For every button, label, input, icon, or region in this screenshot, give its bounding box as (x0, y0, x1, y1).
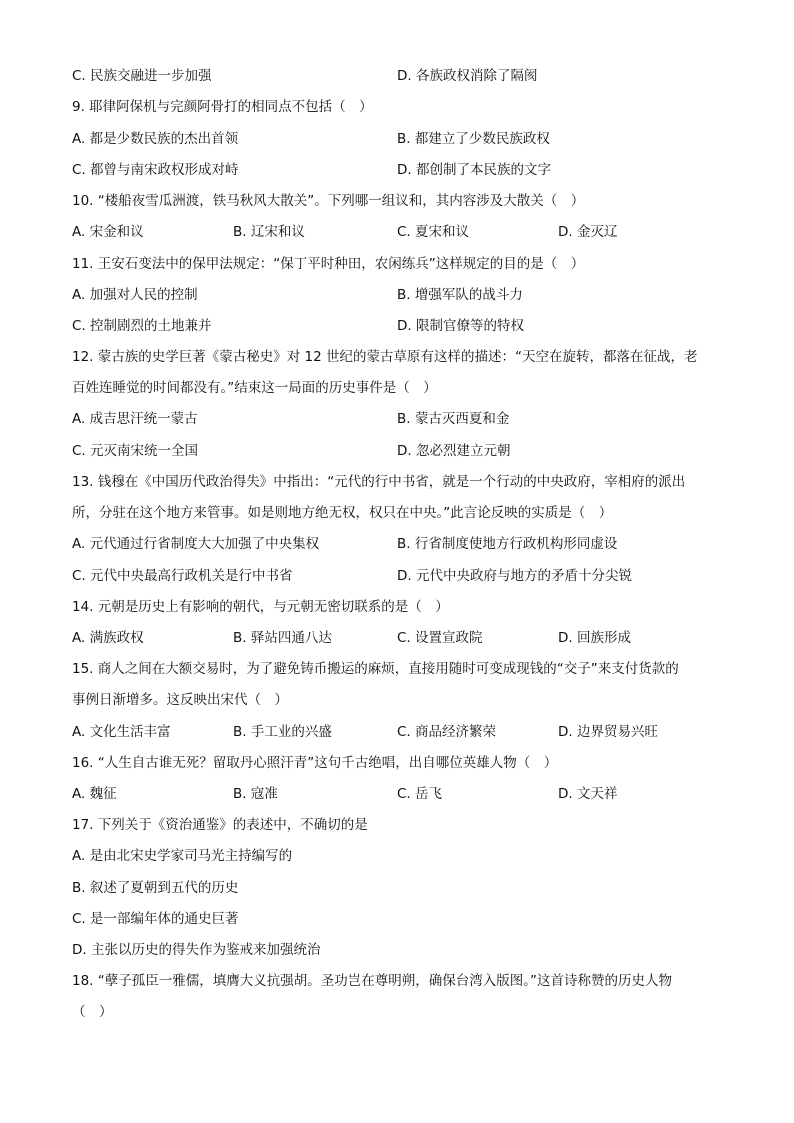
q16-option-d: D. 文天祥 (558, 786, 618, 802)
q14-option-d: D. 回族形成 (558, 630, 631, 646)
q9-stem: 9. 耶律阿保机与完颜阿骨打的相同点不包括（ ） (72, 99, 373, 115)
q12-option-d: D. 忽必烈建立元朝 (397, 443, 511, 459)
q14-stem: 14. 元朝是历史上有影响的朝代，与元朝无密切联系的是（ ） (72, 599, 449, 615)
q14-option-c: C. 设置宣政院 (397, 630, 483, 646)
q17-stem: 17. 下列关于《资治通鉴》的表述中，不确切的是 (72, 817, 368, 833)
q15-stem-line1: 15. 商人之间在大额交易时，为了避免铸币搬运的麻烦，直接用随时可变成现钱的“交子”来支付货款的 (72, 661, 679, 677)
q15-option-a: A. 文化生活丰富 (72, 724, 171, 740)
q11-option-c: C. 控制剧烈的土地兼并 (72, 318, 212, 334)
q13-stem-line2: 所，分驻在这个地方来管事。如是则地方绝无权，权只在中央。”此言论反映的实质是（ ） (72, 505, 613, 521)
q14-option-b: B. 驿站四通八达 (233, 630, 332, 646)
q13-option-c: C. 元代中央最高行政机关是行中书省 (72, 568, 293, 584)
q8-option-d: D. 各族政权消除了隔阂 (397, 68, 538, 84)
q11-option-d: D. 限制官僚等的特权 (397, 318, 524, 334)
q16-stem: 16. “人生自古谁无死？留取丹心照汗青”这句千古绝唱，出自哪位英雄人物（ ） (72, 755, 558, 771)
q12-option-a: A. 成吉思汗统一蒙古 (72, 411, 198, 427)
q18-stem-line2: （ ） (72, 1004, 113, 1020)
q15-option-b: B. 手工业的兴盛 (233, 724, 332, 740)
q15-stem-line2: 事例日渐增多。这反映出宋代（ ） (72, 692, 288, 708)
q17-option-d: D. 主张以历史的得失作为鉴戒来加强统治 (72, 942, 321, 958)
q16-option-c: C. 岳飞 (397, 786, 443, 802)
q17-option-c: C. 是一部编年体的通史巨著 (72, 911, 239, 927)
q16-option-a: A. 魏征 (72, 786, 117, 802)
q13-option-d: D. 元代中央政府与地方的矛盾十分尖锐 (397, 568, 632, 584)
q9-option-b: B. 都建立了少数民族政权 (397, 131, 550, 147)
q13-stem-line1: 13. 钱穆在《中国历代政治得失》中指出：“元代的行中书省，就是一个行动的中央政府，宰相府的派出 (72, 474, 686, 490)
q10-option-b: B. 辽宋和议 (233, 224, 305, 240)
q12-option-c: C. 元灭南宋统一全国 (72, 443, 199, 459)
q15-option-c: C. 商品经济繁荣 (397, 724, 497, 740)
q13-option-b: B. 行省制度使地方行政机构形同虚设 (397, 536, 618, 552)
q12-stem-line2: 百姓连睡觉的时间都没有。”结束这一局面的历史事件是（ ） (72, 380, 437, 396)
q12-stem-line1: 12. 蒙古族的史学巨著《蒙古秘史》对 12 世纪的蒙古草原有这样的描述：“天空在旋转，都落在征战，老 (72, 349, 698, 365)
q9-option-c: C. 都曾与南宋政权形成对峙 (72, 162, 239, 178)
q9-option-a: A. 都是少数民族的杰出首领 (72, 131, 239, 147)
q17-option-b: B. 叙述了夏朝到五代的历史 (72, 880, 239, 896)
q11-stem: 11. 王安石变法中的保甲法规定：“保丁平时种田，农闲练兵”这样规定的目的是（ ） (72, 256, 585, 272)
q11-option-b: B. 增强军队的战斗力 (397, 287, 523, 303)
q13-option-a: A. 元代通过行省制度大大加强了中央集权 (72, 536, 320, 552)
q10-stem: 10. “楼船夜雪瓜洲渡，铁马秋风大散关”。下列哪一组议和，其内容涉及大散关（ ） (72, 193, 585, 209)
q10-option-a: A. 宋金和议 (72, 224, 144, 240)
q8-option-c: C. 民族交融进一步加强 (72, 68, 212, 84)
q12-option-b: B. 蒙古灭西夏和金 (397, 411, 510, 427)
q9-option-d: D. 都创制了本民族的文字 (397, 162, 551, 178)
q16-option-b: B. 寇准 (233, 786, 278, 802)
q11-option-a: A. 加强对人民的控制 (72, 287, 198, 303)
q14-option-a: A. 满族政权 (72, 630, 144, 646)
q17-option-a: A. 是由北宋史学家司马光主持编写的 (72, 848, 293, 864)
q18-stem-line1: 18. “孽子孤臣一雅儒，填膺大义抗强胡。圣功岂在尊明朔，确保台湾入版图。”这首诗称赞的历史人物 (72, 973, 672, 989)
q10-option-c: C. 夏宋和议 (397, 224, 470, 240)
q15-option-d: D. 边界贸易兴旺 (558, 724, 658, 740)
q10-option-d: D. 金灭辽 (558, 224, 618, 240)
